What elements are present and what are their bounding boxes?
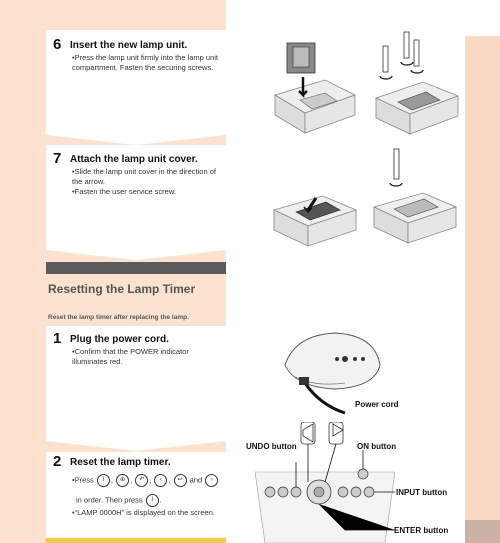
enter-button-icon: ↵ [174, 474, 187, 487]
reset-step-2-bullet-2: •“LAMP 0000H” is displayed on the screen. [72, 508, 215, 517]
on-button-icon: I [97, 474, 110, 487]
press-line-2: in order. Then press [76, 495, 143, 505]
input-button-icon: ⊕ [116, 474, 129, 487]
step-6-number: 6 [53, 36, 62, 53]
undo-button-label: UNDO button [246, 442, 297, 451]
press-and: and [189, 475, 203, 485]
on-button-label: ON button [357, 442, 397, 451]
enter-button-label: ENTER button [394, 526, 449, 535]
reset-step-2-title: Reset the lamp timer. [70, 457, 171, 468]
on-button-icon-2: I [146, 494, 159, 507]
undo-button-icon: ↶ [135, 474, 148, 487]
reset-step-2-press-line-2: in order. Then press I . [76, 494, 224, 507]
step-6-title: Insert the new lamp unit. [70, 40, 188, 51]
attach-cover-illustration [268, 180, 363, 250]
control-panel-illustration [255, 422, 395, 543]
side-tab-page-marker [465, 520, 500, 543]
input-button-label: INPUT button [396, 488, 448, 497]
press-prefix: •Press [72, 475, 94, 485]
step-6-bullet: •Press the lamp unit firmly into the lamp unit compartment. Fasten the securing screws. [72, 53, 219, 72]
fasten-screws-illustration [368, 30, 463, 135]
reset-step-1-number: 1 [53, 330, 62, 347]
step-7-title: Attach the lamp unit cover. [70, 154, 198, 165]
side-tab [465, 36, 500, 543]
step-7-number: 7 [53, 150, 62, 167]
section-subtitle: Reset the lamp timer after replacing the lamp. [48, 314, 189, 321]
power-cord-label: Power cord [355, 400, 399, 409]
step-7-bullet-2: •Fasten the user service screw. [72, 187, 176, 196]
bottom-accent-bar [46, 538, 226, 543]
reset-step-1-title: Plug the power cord. [70, 334, 169, 345]
section-title: Resetting the Lamp Timer [48, 282, 196, 296]
fasten-service-screw-illustration [368, 145, 463, 250]
reset-step-2-press-line: •Press I , ⊕ , ↶ , ‹ , ↵ and › [72, 474, 222, 487]
step-7-bullet-1: •Slide the lamp unit cover in the direction of the arrow. [72, 167, 216, 186]
insert-lamp-illustration [265, 35, 360, 135]
reset-step-2-number: 2 [53, 453, 62, 470]
section-divider [46, 262, 226, 274]
right-arrow-button-icon: › [205, 474, 218, 487]
left-arrow-button-icon: ‹ [154, 474, 167, 487]
reset-step-1-bullet: •Confirm that the POWER indicator illuminates red. [72, 347, 189, 366]
